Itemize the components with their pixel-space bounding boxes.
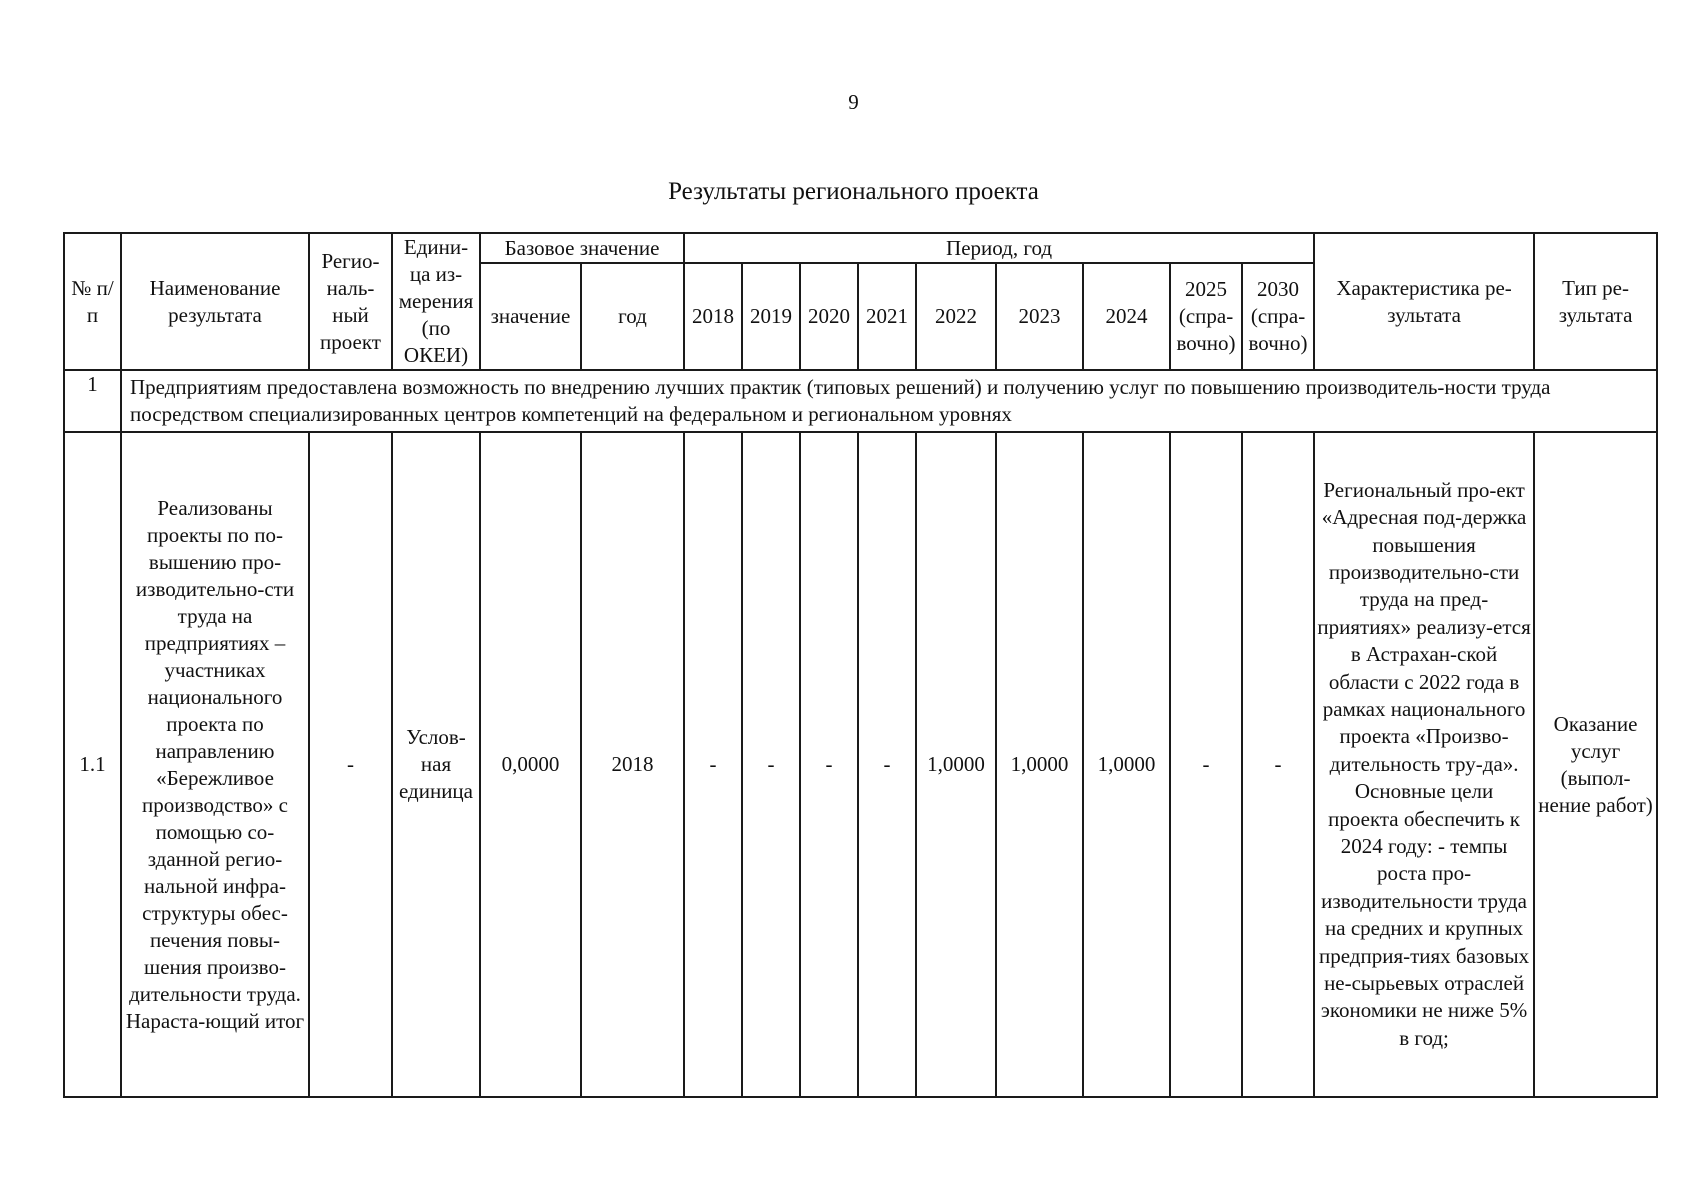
row-base-year: 2018 — [581, 432, 684, 1097]
table-row — [64, 432, 1657, 1097]
header-year-2018: 2018 — [684, 263, 742, 370]
document-title: Результаты регионального проекта — [668, 178, 1039, 205]
header-period: Период, год — [684, 233, 1314, 263]
row-unit: Услов-ная единица — [392, 432, 480, 1097]
header-year-2024: 2024 — [1083, 263, 1170, 370]
row-value-2025: - — [1170, 432, 1242, 1097]
header-base-value-year: год — [581, 263, 684, 370]
page-number: 9 — [848, 90, 859, 114]
header-name: Наименование результата — [121, 233, 309, 370]
header-year-2030: 2030 (спра-вочно) — [1242, 263, 1314, 370]
row-value-2021: - — [858, 432, 916, 1097]
header-year-2023: 2023 — [996, 263, 1083, 370]
header-year-2020: 2020 — [800, 263, 858, 370]
header-unit: Едини-ца из-мерения (по ОКЕИ) — [392, 233, 480, 370]
row-characteristic: Региональный про-ект «Адресная под-держка повышения производительно-сти труда на пред-приятиях» реализу-ется в Астрахан-ской области с 2022 года в рамках национального проекта «Произво-дительность тру-да». Основные цели проекта обеспечить к 2024 году: - темпы роста про-изводительности труда на средних и крупных предприя-тиях базовых не-сырьевых отраслей экономики не ниже 5% в год; — [1314, 432, 1534, 1097]
header-base-value-value: значение — [480, 263, 581, 370]
results-table — [63, 232, 1658, 1098]
header-year-2025: 2025 (спра-вочно) — [1170, 263, 1242, 370]
header-type: Тип ре-зультата — [1534, 233, 1657, 370]
header-year-2022: 2022 — [916, 263, 996, 370]
header-num: № п/п — [64, 233, 121, 370]
row-value-2022: 1,0000 — [916, 432, 996, 1097]
row-value-2023: 1,0000 — [996, 432, 1083, 1097]
header-year-2021: 2021 — [858, 263, 916, 370]
row-type: Оказание услуг (выпол-нение работ) — [1534, 432, 1657, 1097]
row-value-2020: - — [800, 432, 858, 1097]
row-value-2024: 1,0000 — [1083, 432, 1170, 1097]
header-characteristic: Характеристика ре-зультата — [1314, 233, 1534, 370]
row-value-2018: - — [684, 432, 742, 1097]
row-value-2030: - — [1242, 432, 1314, 1097]
row-regional-project: - — [309, 432, 392, 1097]
header-regional-project: Регио-наль-ный проект — [309, 233, 392, 370]
header-year-2019: 2019 — [742, 263, 800, 370]
row-base-value: 0,0000 — [480, 432, 581, 1097]
section-row — [64, 370, 1657, 432]
row-value-2019: - — [742, 432, 800, 1097]
header-base-value: Базовое значение — [480, 233, 684, 263]
row-num: 1.1 — [64, 432, 121, 1097]
section-num: 1 — [64, 370, 121, 432]
header-row-1 — [64, 233, 1657, 263]
section-text: Предприятиям предоставлена возможность по внедрению лучших практик (типовых решений) и получению услуг по повышению производитель-ности труда посредством специализированных центров компетенций на федеральном и региональном уровнях — [121, 370, 1657, 432]
row-name: Реализованы проекты по по-вышению про-изводительно-сти труда на предприятиях – участниках национального проекта по направлению «Бережливое производство» с помощью со-зданной регио-нальной инфра-структуры обес-печения повы-шения произво-дительности труда. Нараста-ющий итог — [121, 432, 309, 1097]
